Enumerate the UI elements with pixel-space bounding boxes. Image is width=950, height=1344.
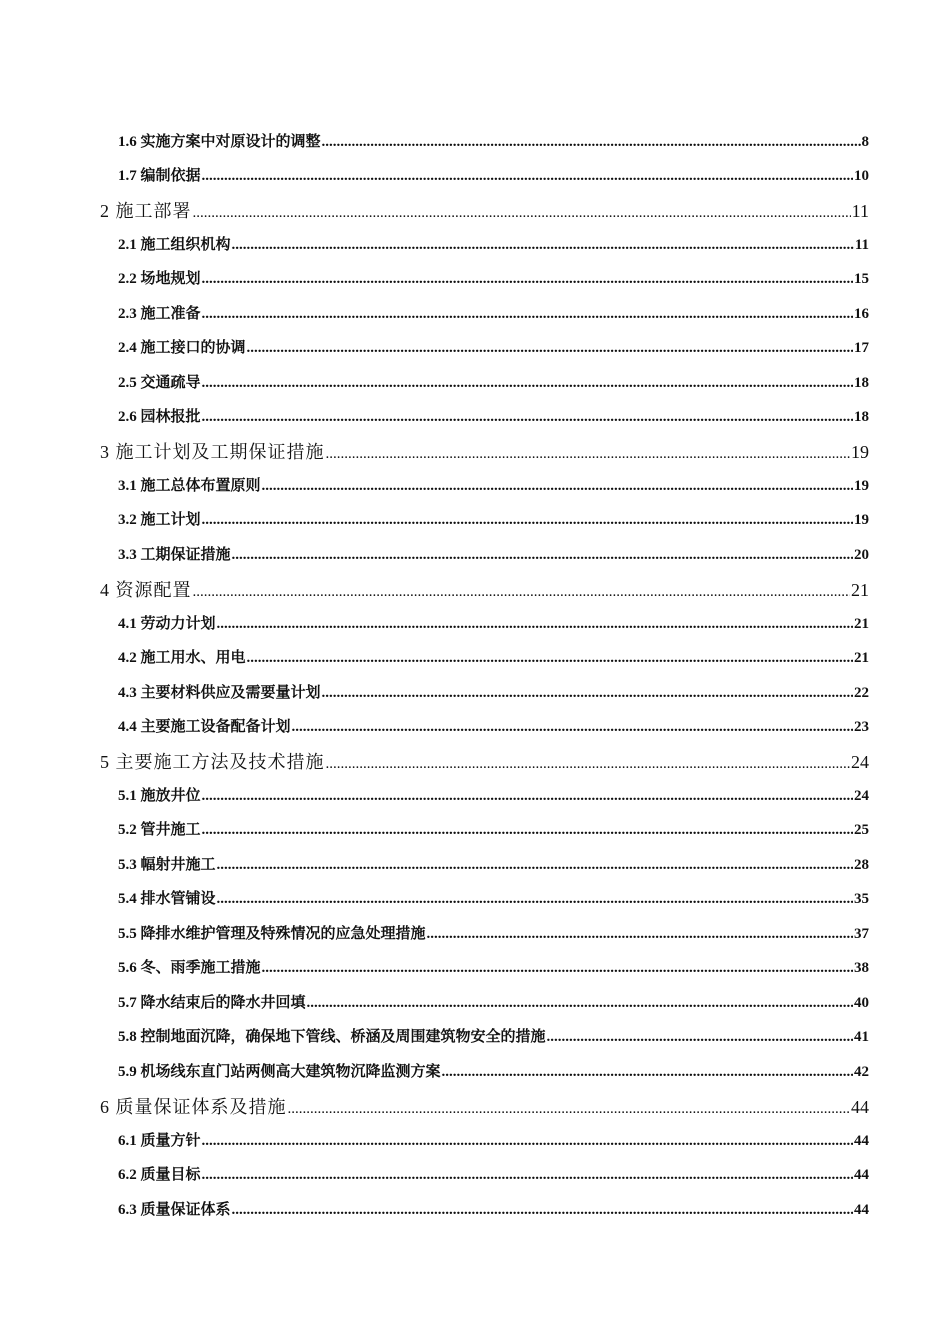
toc-entry-title: 5.5 降排水维护管理及特殊情况的应急处理措施: [118, 926, 426, 942]
toc-chapter-title: 2 施工部署: [100, 201, 192, 221]
toc-chapter-title: 6 质量保证体系及措施: [100, 1097, 287, 1117]
toc-entry-title: 5.7 降水结束后的降水井回填: [118, 995, 306, 1011]
toc-dot-leader: [322, 134, 861, 151]
toc-entry[interactable]: [118, 715, 869, 736]
toc-chapter-page: 24: [851, 752, 869, 772]
toc-dot-leader: [217, 616, 853, 633]
toc-entry[interactable]: [118, 991, 869, 1012]
toc-dot-leader: [262, 960, 853, 977]
toc-chapter-page: 44: [851, 1097, 869, 1117]
toc-entry-page: 24: [854, 788, 869, 804]
toc-entry-page: 22: [854, 685, 869, 701]
toc-chapter-title: 5 主要施工方法及技术措施: [100, 752, 325, 772]
toc-entry-page: 19: [854, 512, 869, 528]
toc-dot-leader: [232, 547, 853, 564]
toc-chapter-title: 3 施工计划及工期保证措施: [100, 442, 325, 462]
toc-entry-page: 21: [854, 650, 869, 666]
toc-entry-page: 18: [854, 409, 869, 425]
toc-dot-leader: [202, 375, 853, 392]
toc-entry[interactable]: [118, 646, 869, 667]
toc-chapter[interactable]: [100, 1093, 869, 1119]
toc-entry-title: 5.4 排水管铺设: [118, 891, 216, 907]
toc-entry-title: 5.6 冬、雨季施工措施: [118, 960, 261, 976]
toc-entry-title: 5.2 管井施工: [118, 822, 201, 838]
toc-entry[interactable]: [118, 784, 869, 805]
toc-entry-title: 2.1 施工组织机构: [118, 237, 231, 253]
toc-entry[interactable]: [118, 681, 869, 702]
toc-entry-page: 40: [854, 995, 869, 1011]
toc-dot-leader: [232, 237, 854, 254]
toc-entry[interactable]: [118, 1198, 869, 1219]
toc-entry[interactable]: [118, 887, 869, 908]
toc-dot-leader: [193, 201, 851, 222]
toc-dot-leader: [326, 752, 851, 773]
toc-chapter-page: 21: [851, 580, 869, 600]
toc-entry-page: 16: [854, 306, 869, 322]
toc-entry-title: 2.6 园林报批: [118, 409, 201, 425]
toc-dot-leader: [193, 580, 851, 601]
toc-entry-title: 4.3 主要材料供应及需要量计划: [118, 685, 321, 701]
toc-entry-title: 4.1 劳动力计划: [118, 616, 216, 632]
toc-dot-leader: [202, 271, 853, 288]
toc-entry[interactable]: [118, 130, 869, 151]
toc-chapter[interactable]: [100, 748, 869, 774]
toc-dot-leader: [202, 788, 853, 805]
toc-entry-page: 42: [854, 1064, 869, 1080]
toc-chapter-title: 4 资源配置: [100, 580, 192, 600]
toc-entry-page: 21: [854, 616, 869, 632]
toc-dot-leader: [217, 891, 853, 908]
toc-entry-page: 17: [854, 340, 869, 356]
toc-entry-title: 6.2 质量目标: [118, 1167, 201, 1183]
toc-dot-leader: [202, 1133, 853, 1150]
toc-entry-page: 18: [854, 375, 869, 391]
toc-dot-leader: [288, 1097, 851, 1118]
toc-chapter[interactable]: [100, 576, 869, 602]
toc-entry-page: 37: [854, 926, 869, 942]
toc-entry-title: 5.9 机场线东直门站两侧高大建筑物沉降监测方案: [118, 1064, 441, 1080]
toc-dot-leader: [247, 340, 853, 357]
toc-entry[interactable]: [118, 302, 869, 323]
toc-entry[interactable]: [118, 818, 869, 839]
toc-entry[interactable]: [118, 922, 869, 943]
toc-dot-leader: [442, 1064, 853, 1081]
toc-dot-leader: [292, 719, 853, 736]
toc-entry[interactable]: [118, 474, 869, 495]
toc-dot-leader: [262, 478, 853, 495]
toc-entry[interactable]: [118, 1129, 869, 1150]
toc-entry-title: 3.2 施工计划: [118, 512, 201, 528]
toc-dot-leader: [202, 822, 853, 839]
toc-entry-title: 2.3 施工准备: [118, 306, 201, 322]
toc-entry-title: 1.7 编制依据: [118, 168, 201, 184]
toc-entry-page: 15: [854, 271, 869, 287]
toc-entry-page: 20: [854, 547, 869, 563]
toc-dot-leader: [202, 512, 853, 529]
toc-entry[interactable]: [118, 267, 869, 288]
toc-entry[interactable]: [118, 336, 869, 357]
toc-dot-leader: [427, 926, 853, 943]
toc-dot-leader: [232, 1202, 853, 1219]
toc-chapter[interactable]: [100, 438, 869, 464]
toc-entry-page: 28: [854, 857, 869, 873]
toc-dot-leader: [326, 442, 851, 463]
toc-entry[interactable]: [118, 956, 869, 977]
toc-entry[interactable]: [118, 405, 869, 426]
toc-entry-page: 35: [854, 891, 869, 907]
toc-dot-leader: [202, 1167, 853, 1184]
toc-entry-title: 5.8 控制地面沉降，确保地下管线、桥涵及周围建筑物安全的措施: [118, 1029, 546, 1045]
toc-entry[interactable]: [118, 612, 869, 633]
toc-entry-page: 25: [854, 822, 869, 838]
toc-dot-leader: [322, 685, 853, 702]
toc-entry-title: 5.3 幅射井施工: [118, 857, 216, 873]
toc-entry-page: 38: [854, 960, 869, 976]
toc-chapter-page: 19: [851, 442, 869, 462]
toc-entry-title: 4.4 主要施工设备配备计划: [118, 719, 291, 735]
toc-entry-title: 6.1 质量方针: [118, 1133, 201, 1149]
toc-entry-page: 23: [854, 719, 869, 735]
toc-dot-leader: [202, 168, 853, 185]
toc-entry-title: 4.2 施工用水、用电: [118, 650, 246, 666]
toc-entry[interactable]: [118, 853, 869, 874]
toc-entry-title: 6.3 质量保证体系: [118, 1202, 231, 1218]
toc-dot-leader: [307, 995, 853, 1012]
toc-entry-title: 3.1 施工总体布置原则: [118, 478, 261, 494]
toc-chapter-page: 11: [851, 201, 869, 221]
toc-entry[interactable]: [118, 508, 869, 529]
toc-entry-title: 2.4 施工接口的协调: [118, 340, 246, 356]
toc-entry-page: 44: [854, 1167, 869, 1183]
toc-entry-page: 19: [854, 478, 869, 494]
toc-dot-leader: [202, 306, 853, 323]
toc-entry-title: 5.1 施放井位: [118, 788, 201, 804]
toc-entry-title: 3.3 工期保证措施: [118, 547, 231, 563]
toc-entry-page: 10: [854, 168, 869, 184]
toc-entry-page: 11: [854, 237, 869, 253]
toc-entry[interactable]: [118, 371, 869, 392]
toc-entry-title: 1.6 实施方案中对原设计的调整: [118, 134, 321, 150]
toc-entry-title: 2.5 交通疏导: [118, 375, 201, 391]
toc-entry-page: 8: [861, 134, 869, 150]
toc-entry-page: 44: [854, 1202, 869, 1218]
toc-entry-page: 44: [854, 1133, 869, 1149]
toc-dot-leader: [217, 857, 853, 874]
toc-entry[interactable]: [118, 164, 869, 185]
toc-entry-page: 41: [854, 1029, 869, 1045]
toc-entry-title: 2.2 场地规划: [118, 271, 201, 287]
toc-entry[interactable]: [118, 1060, 869, 1081]
toc-dot-leader: [547, 1029, 853, 1046]
toc-dot-leader: [247, 650, 853, 667]
toc-entry[interactable]: [118, 1163, 869, 1184]
toc-entry[interactable]: [118, 1025, 869, 1046]
toc-dot-leader: [202, 409, 853, 426]
toc-entry[interactable]: [118, 543, 869, 564]
toc-entry[interactable]: [118, 233, 869, 254]
toc-chapter[interactable]: [100, 197, 869, 223]
